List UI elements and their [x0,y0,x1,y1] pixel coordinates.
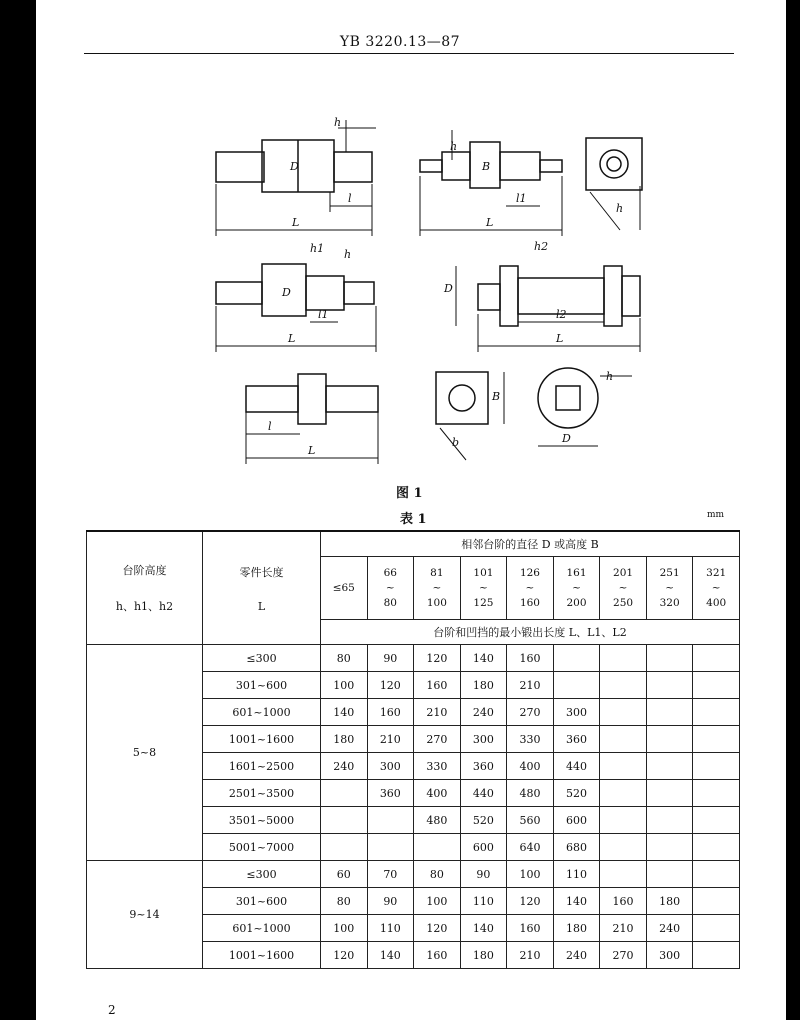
value-cell: 520 [460,807,507,834]
label-D-8: D [562,432,571,445]
part-length-cell: 1001~1600 [203,726,321,753]
part-length-cell: 301~600 [203,888,321,915]
value-cell: 440 [460,780,507,807]
value-cell: 270 [600,942,647,969]
range-header-cell [507,557,554,620]
part6-left-shaft [246,386,298,412]
label-l-6: l [268,420,272,433]
value-cell [600,807,647,834]
value-cell: 80 [321,888,368,915]
value-cell: 560 [507,807,554,834]
step-height-cell: 9~14 [87,861,203,969]
value-cell: 270 [507,699,554,726]
value-cell [600,726,647,753]
value-cell: 240 [553,942,600,969]
value-cell: 520 [553,780,600,807]
range-text: 161 [566,566,587,579]
value-cell: 140 [460,915,507,942]
label-l-1: l [348,192,352,205]
range-header-cell [646,557,693,620]
table-row [87,861,740,888]
range-header-cell [321,557,368,620]
value-cell: 330 [414,753,461,780]
part-length-cell: 1001~1600 [203,942,321,969]
range-text: 126 [519,566,540,579]
part3-square-block [586,138,642,190]
value-cell: 160 [507,645,554,672]
step-height-symbols: h、h1、h2 [115,600,174,613]
value-cell: 140 [367,942,414,969]
label-L-6: L [308,444,316,457]
value-cell [646,726,693,753]
value-cell: 90 [367,888,414,915]
value-cell: 120 [414,645,461,672]
value-cell: 440 [553,753,600,780]
label-h-2: h [450,140,458,153]
value-cell: 90 [460,861,507,888]
page-number: 2 [108,1003,116,1017]
value-cell: 160 [600,888,647,915]
value-cell [693,834,740,861]
range-text: ~ [618,581,628,594]
col-step-height-header [87,531,203,645]
label-h-3: h [616,202,624,215]
value-cell [600,861,647,888]
range-text: ≤65 [332,581,355,594]
part1-left-shaft [216,152,264,182]
value-cell: 400 [507,753,554,780]
range-header-cell [600,557,647,620]
range-text: 80 [383,596,397,609]
part4-right-shaft [344,282,374,304]
range-text: ~ [525,581,535,594]
value-cell: 300 [553,699,600,726]
value-cell: 120 [507,888,554,915]
range-text: ~ [385,581,395,594]
value-cell: 180 [460,672,507,699]
value-cell [693,645,740,672]
value-cell [414,834,461,861]
value-cell: 140 [460,645,507,672]
value-cell: 140 [553,888,600,915]
value-cell [693,780,740,807]
value-cell: 180 [460,942,507,969]
part4-mid [306,276,344,310]
value-cell: 360 [367,780,414,807]
range-text: 201 [613,566,634,579]
range-text: ~ [479,581,488,594]
part8-round-block [538,368,598,428]
range-text: 250 [613,596,634,609]
value-cell [693,672,740,699]
figure-caption: 图 1 [396,486,423,501]
part4-left-shaft [216,282,262,304]
forging-length-table [86,530,740,969]
value-cell: 360 [460,753,507,780]
value-cell: 100 [321,915,368,942]
value-cell: 480 [414,807,461,834]
value-cell [321,780,368,807]
part-length-cell: ≤300 [203,645,321,672]
value-cell [321,807,368,834]
label-D-5: D [444,282,453,295]
value-cell [693,699,740,726]
range-text: 321 [706,566,727,579]
part-length-cell: 2501~3500 [203,780,321,807]
range-header-cell [553,557,600,620]
label-L-2: L [486,216,494,229]
part5-right-end [622,276,640,316]
part-length-cell: 601~1000 [203,915,321,942]
value-cell [367,834,414,861]
value-cell: 210 [367,726,414,753]
value-cell: 680 [553,834,600,861]
value-cell [600,753,647,780]
min-forging-length-header: 台阶和凹挡的最小锻出长度 L、L1、L2 [321,620,740,645]
range-header-cell [460,557,507,620]
range-text: 160 [519,596,540,609]
range-text: 125 [473,596,494,609]
label-D-1: D [290,160,299,173]
step-height-cell: 5~8 [87,645,203,861]
technical-drawing-figure-1 [0,0,800,480]
range-header-cell [414,557,461,620]
label-h2-5: h2 [534,240,549,253]
part2-right-step [500,152,540,180]
label-h1-4: h1 [310,242,325,255]
label-h-8: h [606,370,614,383]
part-length-cell: ≤300 [203,861,321,888]
value-cell [367,807,414,834]
value-cell: 80 [414,861,461,888]
value-cell: 100 [414,888,461,915]
value-cell: 300 [460,726,507,753]
label-l1-2: l1 [516,192,527,205]
value-cell [693,942,740,969]
value-cell: 210 [507,672,554,699]
part-length-title: 零件长度 [239,565,284,579]
value-cell [693,807,740,834]
range-text: 400 [706,596,727,609]
range-text: 320 [659,596,680,609]
value-cell: 110 [460,888,507,915]
table-unit: mm [707,510,725,520]
value-cell [693,861,740,888]
part5-right-collar [604,266,622,326]
value-cell: 330 [507,726,554,753]
value-cell: 240 [321,753,368,780]
label-B-7: B [492,390,501,403]
value-cell: 100 [321,672,368,699]
value-cell: 160 [414,942,461,969]
part1-right-shaft [334,152,372,182]
value-cell [693,915,740,942]
value-cell [646,699,693,726]
value-cell: 600 [553,807,600,834]
table-title: 表 1 [400,512,427,527]
label-l1-4: l1 [318,308,329,321]
label-L-5: L [556,332,564,345]
part2-left-step [442,152,470,180]
value-cell [553,645,600,672]
label-L-1: L [292,216,300,229]
value-cell [693,753,740,780]
value-cell: 160 [414,672,461,699]
diameter-group-header: 相邻台阶的直径 D 或高度 B [321,531,740,557]
value-cell: 480 [507,780,554,807]
part5-left-collar [500,266,518,326]
value-cell: 300 [646,942,693,969]
value-cell [646,780,693,807]
value-cell: 120 [414,915,461,942]
part7-square-block [436,372,488,424]
range-text: 251 [659,566,680,579]
range-text: 200 [566,596,587,609]
value-cell: 80 [321,645,368,672]
value-cell: 100 [507,861,554,888]
part-length-cell: 3501~5000 [203,807,321,834]
value-cell [600,672,647,699]
part2-right-pin [540,160,562,172]
range-text: ~ [711,581,721,594]
value-cell: 640 [507,834,554,861]
value-cell [600,834,647,861]
value-cell: 600 [460,834,507,861]
range-text: ~ [572,581,581,594]
part-length-cell: 601~1000 [203,699,321,726]
value-cell: 110 [553,861,600,888]
value-cell: 210 [600,915,647,942]
part5-left-end [478,284,500,310]
part6-right-shaft [326,386,378,412]
value-cell [693,888,740,915]
value-cell: 240 [460,699,507,726]
part-length-cell: 1601~2500 [203,753,321,780]
value-cell [646,672,693,699]
table-header-row [87,531,740,557]
value-cell: 210 [414,699,461,726]
range-text: 81 [430,566,444,579]
range-header-cell [367,557,414,620]
value-cell: 180 [646,888,693,915]
value-cell: 140 [321,699,368,726]
value-cell: 110 [367,915,414,942]
table-row [87,645,740,672]
value-cell [646,834,693,861]
label-b-7: b [452,436,460,449]
value-cell: 60 [321,861,368,888]
value-cell: 70 [367,861,414,888]
part6-block [298,374,326,424]
range-text: ~ [665,581,674,594]
value-cell: 180 [321,726,368,753]
label-D-4: D [282,286,291,299]
value-cell [600,645,647,672]
range-text: 100 [426,596,447,609]
value-cell: 210 [507,942,554,969]
col-part-length-header [203,531,321,645]
value-cell: 360 [553,726,600,753]
value-cell: 270 [414,726,461,753]
range-text: 101 [473,566,494,579]
part-length-cell: 301~600 [203,672,321,699]
value-cell [321,834,368,861]
range-text: 66 [383,566,397,579]
label-B-2: B [482,160,491,173]
value-cell [553,672,600,699]
range-header-cell [693,557,740,620]
label-h-4: h [344,248,352,261]
value-cell: 180 [553,915,600,942]
range-text: ~ [432,581,442,594]
value-cell [646,807,693,834]
standard-code: YB 3220.13—87 [339,34,461,50]
label-h-1: h [334,116,342,129]
value-cell [600,699,647,726]
value-cell: 400 [414,780,461,807]
part-length-symbol: L [257,599,266,613]
value-cell: 160 [507,915,554,942]
label-l2-5: l2 [556,308,567,321]
part2-left-pin [420,160,442,172]
value-cell: 120 [321,942,368,969]
value-cell [646,861,693,888]
label-L-4: L [288,332,296,345]
value-cell [600,780,647,807]
value-cell: 240 [646,915,693,942]
value-cell: 300 [367,753,414,780]
value-cell [646,645,693,672]
value-cell: 160 [367,699,414,726]
step-height-title: 台阶高度 [122,564,167,577]
value-cell [693,726,740,753]
value-cell: 120 [367,672,414,699]
part-length-cell: 5001~7000 [203,834,321,861]
value-cell [646,753,693,780]
value-cell: 90 [367,645,414,672]
